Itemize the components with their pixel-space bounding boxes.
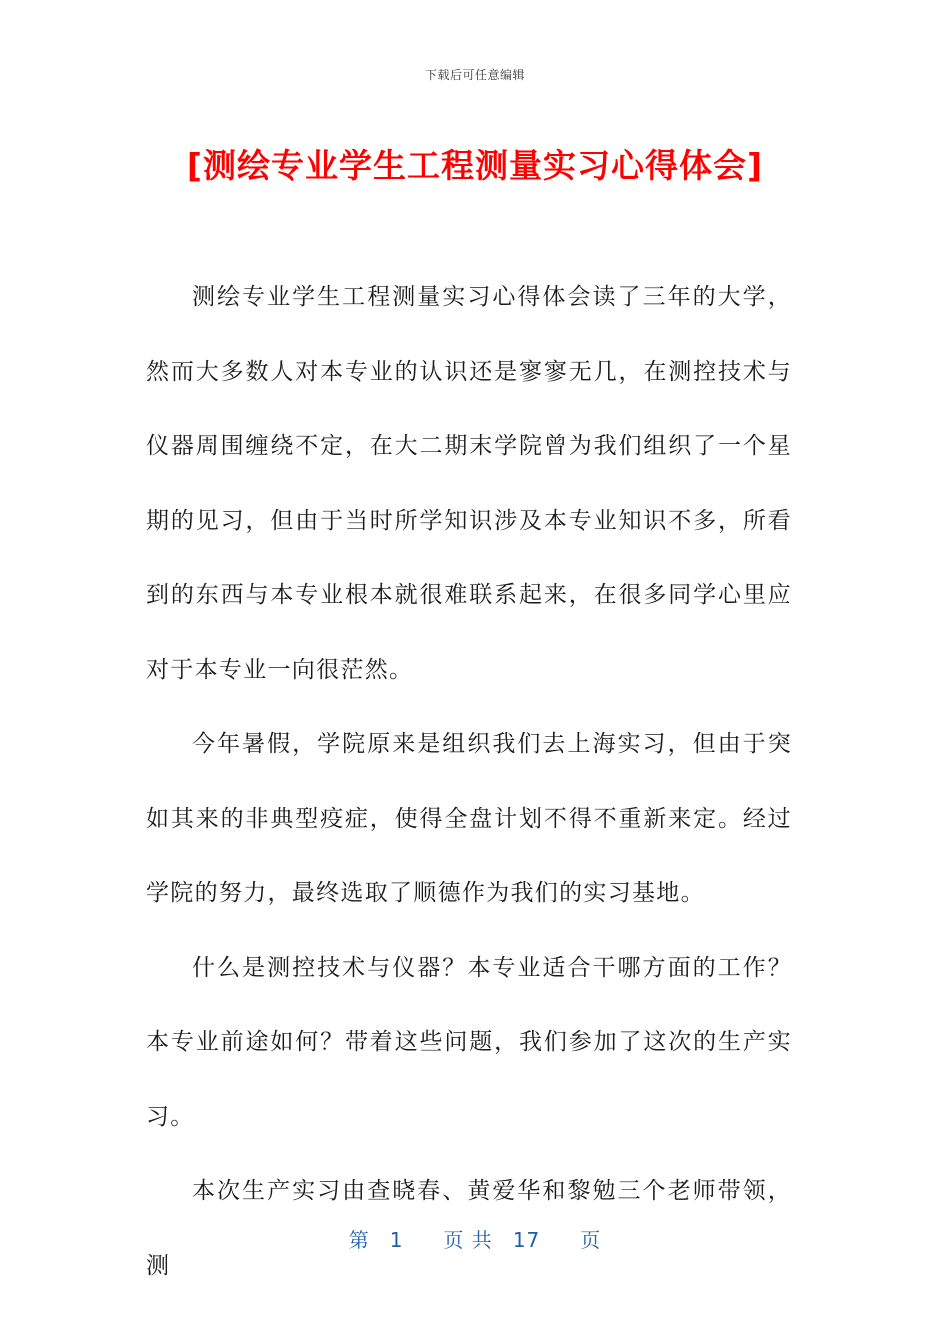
paragraph: 本次生产实习由查晓春、黄爱华和黎勉三个老师带领，测 xyxy=(146,1178,792,1279)
header-note: 下载后可任意编辑 xyxy=(424,68,525,82)
footer-current-page: 1 xyxy=(389,1228,404,1252)
document-body xyxy=(146,260,792,1303)
footer-total-pages: 17 xyxy=(512,1228,541,1252)
paragraph: 什么是测控技术与仪器？本专业适合干哪方面的工作？本专业前途如何？带着这些问题，我们参加了这次的生产实习。 xyxy=(146,954,792,1130)
footer-suffix: 页 xyxy=(580,1228,602,1252)
page-footer xyxy=(0,1224,950,1253)
footer-middle: 页 共 xyxy=(443,1228,493,1252)
footer-prefix: 第 xyxy=(348,1228,370,1252)
paragraph: 测绘专业学生工程测量实习心得体会读了三年的大学，然而大多数人对本专业的认识还是寥寥无几，在测控技术与仪器周围缠绕不定，在大二期末学院曾为我们组织了一个星期的见习，但由于当时所学知识涉及本专业知识不多，所看到的东西与本专业根本就很难联系起来，在很多同学心里应对于本专业一向很茫然。 xyxy=(146,284,792,683)
paragraph: 今年暑假，学院原来是组织我们去上海实习，但由于突如其来的非典型疫症，使得全盘计划不得不重新来定。经过学院的努力，最终选取了顺德作为我们的实习基地。 xyxy=(146,731,792,906)
document-title: [测绘专业学生工程测量实习心得体会] xyxy=(186,146,764,185)
